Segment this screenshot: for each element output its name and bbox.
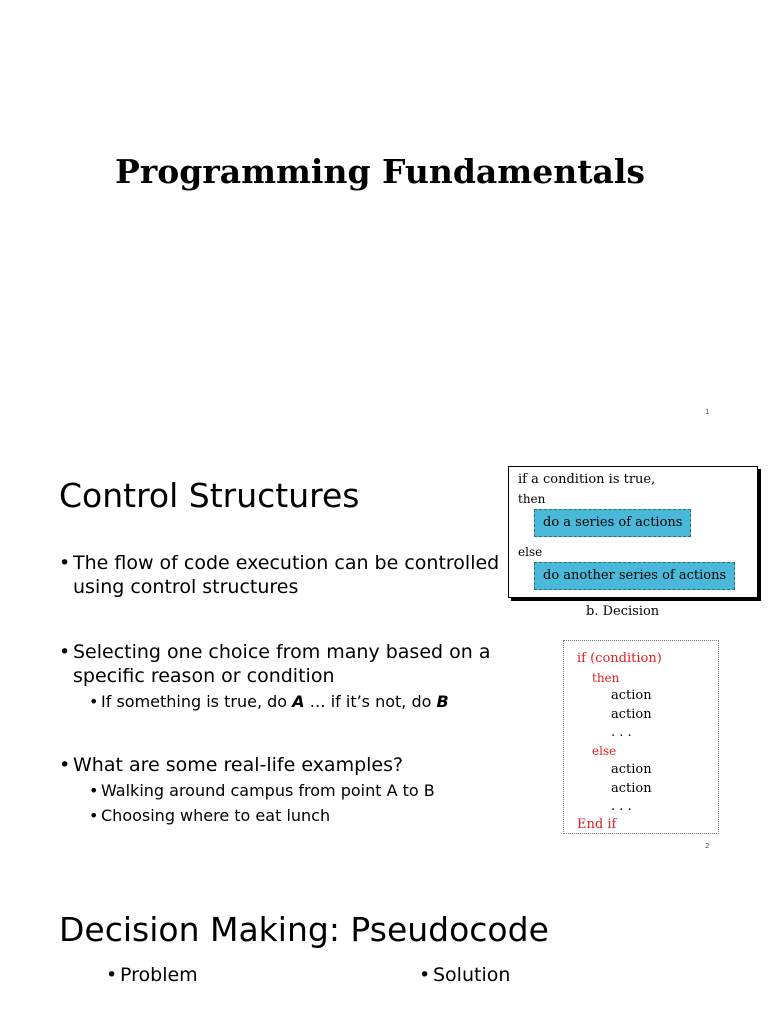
bullet-selecting <box>59 640 491 688</box>
pseudo-ellipsis: . . . <box>611 725 632 740</box>
sub-bullet-walking <box>89 779 435 803</box>
pseudo-action: action <box>611 762 652 777</box>
pseudo-else: else <box>592 744 617 758</box>
column-solution-label: Solution <box>433 964 511 986</box>
bullet-flow <box>59 551 500 599</box>
bullet-examples <box>59 753 404 777</box>
slide1-page-number: 1 <box>705 408 710 416</box>
pseudo-action: action <box>611 781 652 796</box>
slide3-title: Decision Making: Pseudocode <box>59 910 549 949</box>
sub-bullet-middle: … if it’s not, do <box>304 692 437 711</box>
bullet-dot: • <box>419 964 431 986</box>
slide1-title: Programming Fundamentals <box>115 152 645 191</box>
decision-then-action: do a series of actions <box>534 509 691 537</box>
option-a: A <box>292 692 305 711</box>
sub-bullet-lunch-text: Choosing where to eat lunch <box>101 806 331 825</box>
pseudocode-box <box>563 640 719 834</box>
column-solution <box>419 963 511 987</box>
bullet-dot: • <box>89 692 99 711</box>
pseudo-ellipsis: . . . <box>611 799 632 814</box>
decision-else: else <box>518 545 543 559</box>
decision-if-line: if a condition is true, <box>518 472 656 487</box>
pseudo-action: action <box>611 688 652 703</box>
decision-else-action: do another series of actions <box>534 562 735 590</box>
bullet-dot: • <box>89 806 99 825</box>
bullet-dot: • <box>106 964 118 986</box>
pseudo-if: if (condition) <box>577 651 662 666</box>
bullet-dot: • <box>89 781 99 800</box>
column-problem <box>106 963 198 987</box>
sub-bullet-prefix: If something is true, do <box>101 692 293 711</box>
bullet-dot: • <box>59 754 71 776</box>
bullet-selecting-line1: Selecting one choice from many based on a <box>73 641 491 663</box>
bullet-flow-line1: The flow of code execution can be controlled <box>73 552 500 574</box>
decision-caption: b. Decision <box>586 604 660 619</box>
sub-bullet-lunch <box>89 804 331 828</box>
decision-then: then <box>518 492 546 506</box>
decision-diagram <box>508 466 758 598</box>
pseudo-end-if: End if <box>577 817 617 832</box>
column-problem-label: Problem <box>120 964 198 986</box>
bullet-dot: • <box>59 552 71 574</box>
pseudo-then: then <box>592 671 620 685</box>
pseudo-action: action <box>611 707 652 722</box>
bullet-selecting-line2: specific reason or condition <box>73 665 335 687</box>
option-b: B <box>436 692 449 711</box>
sub-bullet-walking-text: Walking around campus from point A to B <box>101 781 435 800</box>
slide2-page-number: 2 <box>705 842 710 850</box>
slide2-title: Control Structures <box>59 476 360 515</box>
bullet-examples-line1: What are some real-life examples? <box>73 754 404 776</box>
sub-bullet-if-true <box>89 690 449 714</box>
bullet-dot: • <box>59 641 71 663</box>
bullet-flow-line2: using control structures <box>73 576 299 598</box>
